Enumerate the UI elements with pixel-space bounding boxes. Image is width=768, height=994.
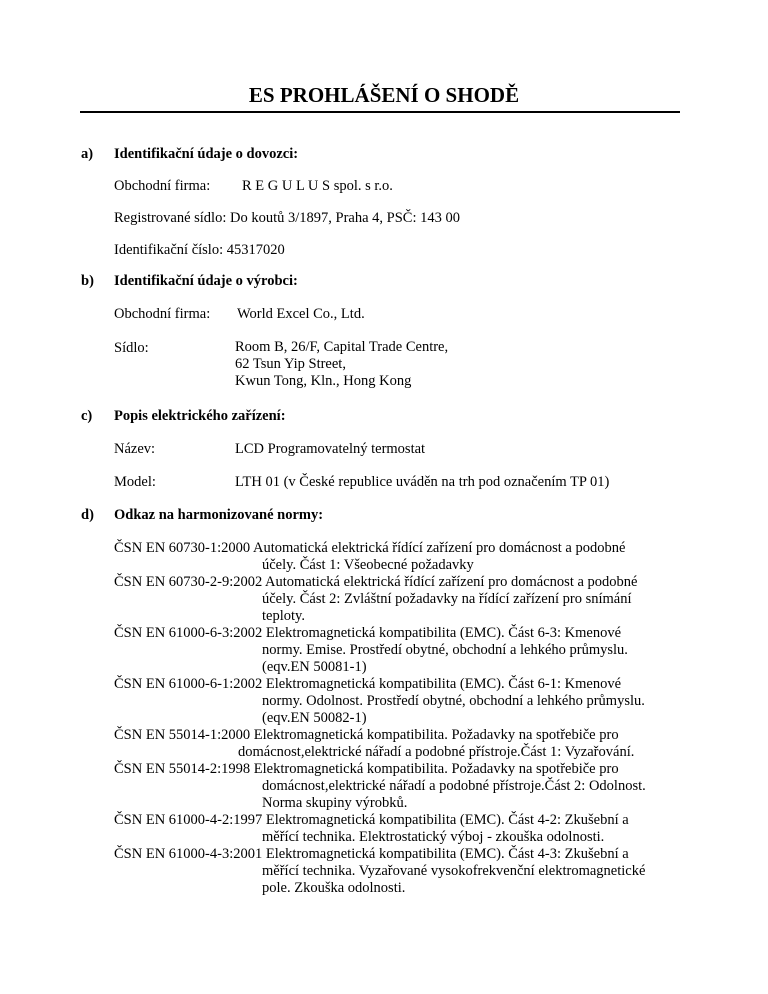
norm-line: ČSN EN 55014-2:1998 Elektromagnetická kompatibilita. Požadavky na spotřebiče pro xyxy=(114,761,619,777)
section-a-firm-label: Obchodní firma: xyxy=(114,178,211,194)
section-a-seat-line: Registrované sídlo: Do koutů 3/1897, Praha 4, PSČ: 143 00 xyxy=(114,210,460,226)
norm-continuation: normy. Emise. Prostředí obytné, obchodní a lehkého průmyslu. xyxy=(262,642,628,658)
section-c-name-value: LCD Programovatelný termostat xyxy=(235,441,426,457)
section-b-seat-line: Kwun Tong, Kln., Hong Kong xyxy=(235,373,412,389)
norm-continuation: měřící technika. Vyzařované vysokofrekvenční elektromagnetické xyxy=(262,863,646,879)
norm-line: ČSN EN 61000-4-3:2001 Elektromagnetická kompatibilita (EMC). Část 4-3: Zkušební a xyxy=(114,846,629,862)
norm-continuation: domácnost,elektrické nářadí a podobné přístroje.Část 2: Odolnost. xyxy=(262,778,646,794)
section-b-firm-label: Obchodní firma: xyxy=(114,306,211,322)
norm-continuation: účely. Část 1: Všeobecné požadavky xyxy=(262,557,474,573)
norm-continuation: teploty. xyxy=(262,608,305,624)
norm-line: ČSN EN 60730-2-9:2002 Automatická elektrická řídící zařízení pro domácnost a podobné xyxy=(114,574,638,590)
norm-continuation: Norma skupiny výrobků. xyxy=(262,795,408,811)
norm-line: ČSN EN 55014-1:2000 Elektromagnetická kompatibilita. Požadavky na spotřebiče pro xyxy=(114,727,619,743)
section-b-seat-label: Sídlo: xyxy=(114,340,149,356)
title-rule xyxy=(80,111,680,113)
section-b-heading: Identifikační údaje o výrobci: xyxy=(114,273,298,289)
section-b-seat-line: 62 Tsun Yip Street, xyxy=(235,356,346,372)
section-b-marker: b) xyxy=(81,273,94,289)
section-d-heading: Odkaz na harmonizované normy: xyxy=(114,507,324,523)
norm-line: ČSN EN 61000-6-3:2002 Elektromagnetická kompatibilita (EMC). Část 6-3: Kmenové xyxy=(114,625,622,641)
norm-line: ČSN EN 60730-1:2000 Automatická elektrická řídící zařízení pro domácnost a podobné xyxy=(114,540,626,556)
section-c-model-value: LTH 01 (v České republice uváděn na trh pod označením TP 01) xyxy=(235,474,610,490)
norm-continuation: (eqv.EN 50081-1) xyxy=(262,659,367,675)
section-c-heading: Popis elektrického zařízení: xyxy=(114,408,286,424)
section-a-id-line: Identifikační číslo: 45317020 xyxy=(114,242,285,258)
norm-continuation: domácnost,elektrické nářadí a podobné přístroje.Část 1: Vyzařování. xyxy=(238,744,635,760)
section-c-marker: c) xyxy=(81,408,93,424)
section-d-marker: d) xyxy=(81,507,94,523)
section-a-heading: Identifikační údaje o dovozci: xyxy=(114,146,299,162)
section-a-marker: a) xyxy=(81,146,94,162)
norm-continuation: pole. Zkouška odolnosti. xyxy=(262,880,406,896)
norm-continuation: normy. Odolnost. Prostředí obytné, obchodní a lehkého průmyslu. xyxy=(262,693,645,709)
section-b-seat-line: Room B, 26/F, Capital Trade Centre, xyxy=(235,339,449,355)
section-c-model-label: Model: xyxy=(114,474,156,490)
section-a-firm-value: R E G U L U S spol. s r.o. xyxy=(242,178,393,194)
norm-continuation: účely. Část 2: Zvláštní požadavky na řídící zařízení pro snímání xyxy=(262,591,632,607)
section-b-firm-value: World Excel Co., Ltd. xyxy=(237,306,365,322)
norm-continuation: měřící technika. Elektrostatický výboj - zkouška odolnosti. xyxy=(262,829,605,845)
document-title: ES PROHLÁŠENÍ O SHODĚ xyxy=(248,83,520,107)
norm-line: ČSN EN 61000-6-1:2002 Elektromagnetická kompatibilita (EMC). Část 6-1: Kmenové xyxy=(114,676,622,692)
section-c-name-label: Název: xyxy=(114,441,156,457)
norm-line: ČSN EN 61000-4-2:1997 Elektromagnetická kompatibilita (EMC). Část 4-2: Zkušební a xyxy=(114,812,629,828)
norm-continuation: (eqv.EN 50082-1) xyxy=(262,710,367,726)
